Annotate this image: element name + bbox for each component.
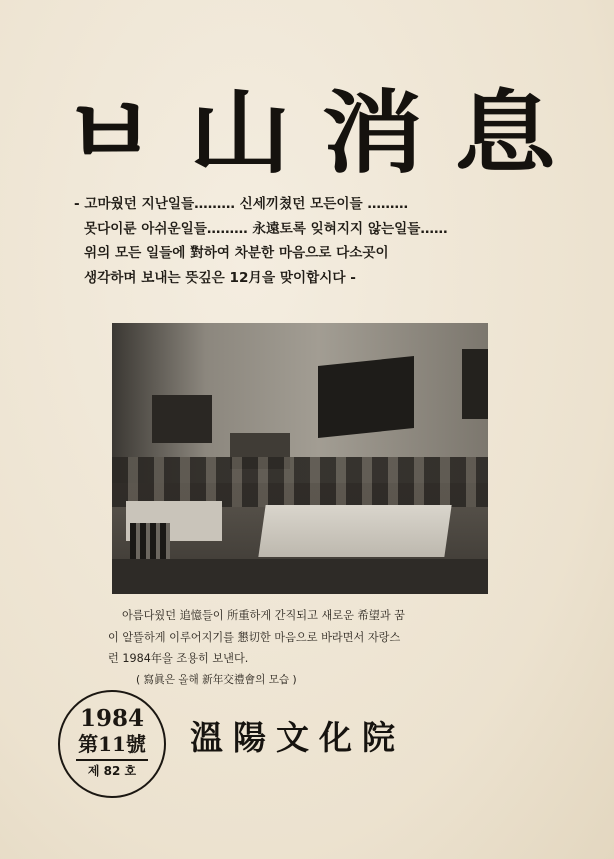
publisher-name: 溫陽文化院 [190,718,405,757]
photo-window-left [152,395,212,443]
caption-line-2: 이 알뜰하게 이루어지기를 懇切한 마음으로 바라면서 자랑스 [108,630,401,644]
intro-verse [60,192,560,290]
issue-stamp [58,690,166,798]
intro-line-2: 못다이룬 아쉬운일들……… 永遠토록 잊혀지지 않는일들…… [84,220,448,237]
photo-bottles [130,523,170,563]
photo-seated-guests [112,457,488,507]
stamp-divider [76,759,148,761]
intro-line-3: 위의 모든 일들에 對하여 차분한 마음으로 다소곳이 [84,245,389,261]
intro-line-4: 생각하며 보내는 뜻깊은 12月을 맞이합시다 - [84,269,356,286]
caption-line-4: ( 寫眞은 올해 新年交禮會의 모습 ) [136,673,297,686]
intro-line-1: - 고마웠던 지난일들……… 신세끼쳤던 모든이들 ……… [74,196,409,212]
stamp-volume: 第11號 [78,732,146,756]
photo-head-table [258,505,451,557]
caption-line-1: 아름다웠던 追憶들이 所重하게 간직되고 새로운 希望과 꿈 [122,609,405,622]
masthead-char-2: 山 [189,80,296,186]
stamp-issue: 제 82 호 [87,764,137,778]
event-photo [112,323,488,594]
masthead-title [60,78,560,188]
photo-caption [108,605,518,691]
photo-floor [112,559,488,594]
photo-window-center [318,356,414,438]
photo-window-right [462,349,488,419]
stamp-year: 1984 [79,705,144,732]
masthead-char-1: ㅂ [60,80,163,186]
caption-line-3: 런 1984年을 조용히 보낸다. [108,652,249,665]
masthead-char-4: 息 [454,80,560,186]
masthead-char-3: 消 [321,80,428,186]
